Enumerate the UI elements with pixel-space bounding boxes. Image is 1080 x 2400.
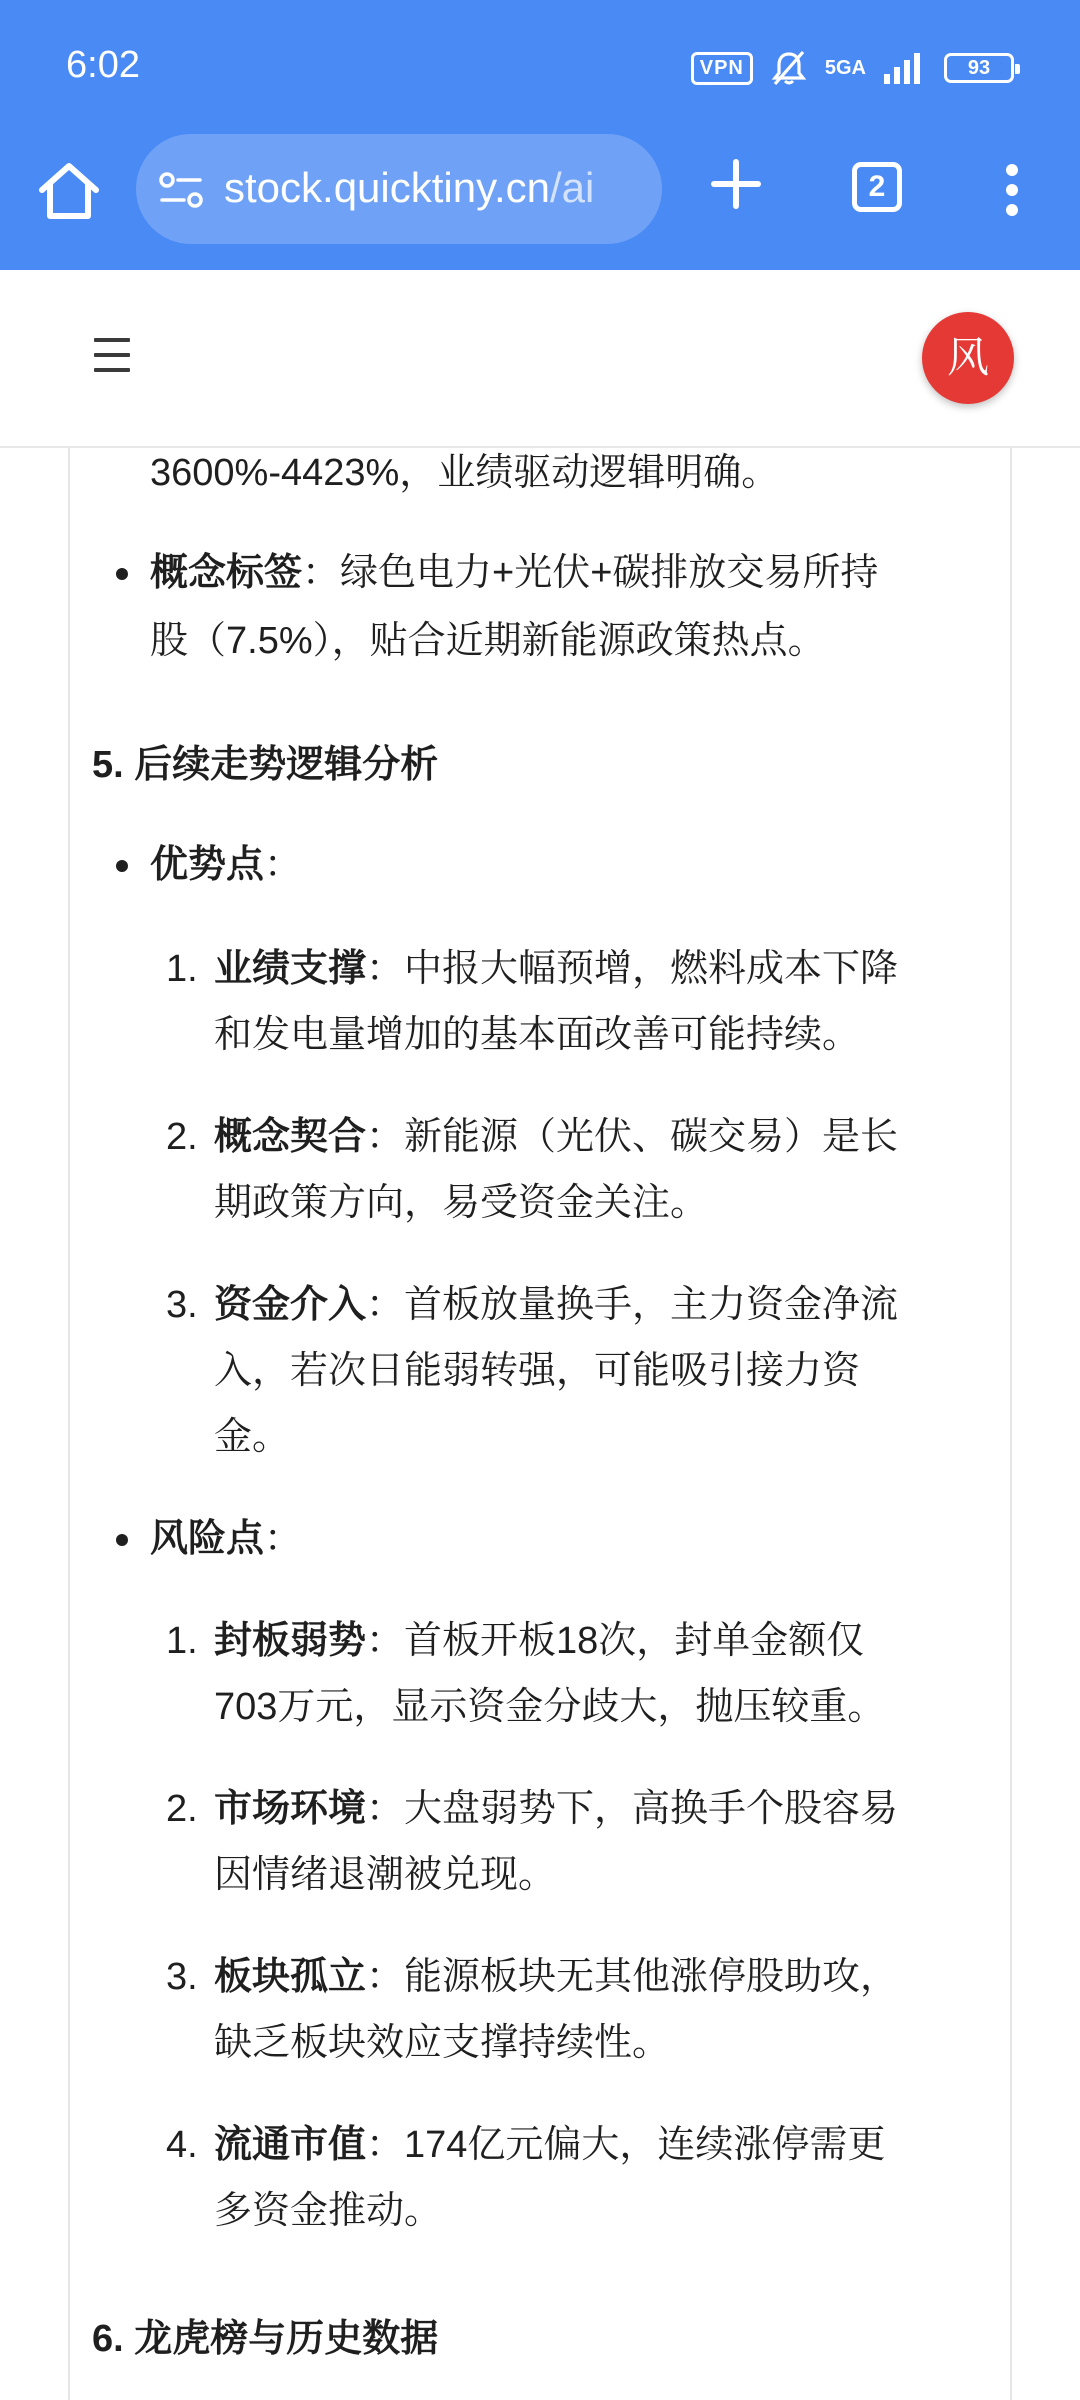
- tab-switcher-button[interactable]: 2: [852, 162, 902, 212]
- paragraph-line: 股（7.5%），贴合近期新能源政策热点。: [150, 620, 826, 662]
- more-options-icon[interactable]: [992, 160, 1032, 220]
- paragraph-line: 缺乏板块效应支撑持续性。: [214, 2022, 671, 2064]
- list-item: [150, 1506, 302, 1572]
- browser-chrome: [0, 0, 1080, 270]
- bell-muted-icon: [769, 48, 809, 88]
- bullet-icon: [116, 860, 128, 872]
- paragraph-line: 3600%-4423%，业绩驱动逻辑明确。: [150, 452, 780, 494]
- paragraph-line: 703万元，显示资金分歧大，抛压较重。: [214, 1686, 886, 1728]
- label-suffix: ：: [264, 844, 303, 886]
- avatar[interactable]: 风: [922, 312, 1014, 404]
- section-heading: 6. 龙虎榜与历史数据: [92, 2318, 439, 2360]
- home-icon[interactable]: [34, 156, 104, 226]
- url-domain: stock.quicktiny.cn: [224, 164, 551, 211]
- list-item: [150, 540, 878, 606]
- site-header: [0, 270, 1080, 448]
- paragraph-line: 期政策方向，易受资金关注。: [214, 1182, 709, 1224]
- list-number: 1.: [166, 1620, 198, 1662]
- item-label: 市场环境: [214, 1788, 367, 1830]
- bullet-icon: [116, 1534, 128, 1546]
- url-text[interactable]: [224, 164, 594, 212]
- concept-label: 概念标签: [150, 552, 303, 594]
- signal-icon: [882, 50, 928, 86]
- item-label: 业绩支撑: [214, 948, 367, 990]
- paragraph-line: 入，若次日能弱转强，可能吸引接力资: [214, 1350, 861, 1392]
- new-tab-icon[interactable]: [706, 154, 766, 214]
- list-number: 2.: [166, 1116, 198, 1158]
- item-text: ：中报大幅预增，燃料成本下降: [366, 948, 899, 990]
- item-text: ：首板开板18次，封单金额仅: [366, 1620, 865, 1662]
- paragraph-line: 金。: [214, 1416, 291, 1458]
- item-text: ：大盘弱势下，高换手个股容易: [366, 1788, 899, 1830]
- list-item: [214, 1608, 864, 1674]
- bullet-icon: [116, 568, 128, 580]
- list-number: 4.: [166, 2124, 198, 2166]
- item-text: ：新能源（光伏、碳交易）是长: [366, 1116, 899, 1158]
- vpn-icon: VPN: [691, 52, 753, 85]
- section-heading: 5. 后续走势逻辑分析: [92, 744, 439, 786]
- item-label: 流通市值: [214, 2124, 367, 2166]
- list-item: [214, 1272, 898, 1338]
- paragraph-line: 多资金推动。: [214, 2190, 443, 2232]
- list-number: 3.: [166, 1956, 198, 1998]
- status-icons: [691, 48, 1014, 88]
- battery-icon: 93: [944, 53, 1014, 83]
- item-text: ：174亿元偏大，连续涨停需更: [366, 2124, 886, 2166]
- list-item: [214, 1104, 898, 1170]
- status-time: 6:02: [66, 44, 140, 86]
- paragraph-line: 因情绪退潮被兑现。: [214, 1854, 557, 1896]
- url-path: /ai: [550, 164, 595, 211]
- item-text: ：能源板块无其他涨停股助攻，: [366, 1956, 899, 1998]
- item-label: 资金介入: [214, 1284, 367, 1326]
- list-item: [150, 832, 302, 898]
- site-settings-icon[interactable]: [158, 170, 204, 210]
- item-label: 板块孤立: [214, 1956, 367, 1998]
- risks-label: 风险点: [150, 1518, 265, 1560]
- list-number: 3.: [166, 1284, 198, 1326]
- list-number: 1.: [166, 948, 198, 990]
- list-number: 2.: [166, 1788, 198, 1830]
- paragraph-line: 和发电量增加的基本面改善可能持续。: [214, 1014, 861, 1056]
- item-label: 概念契合: [214, 1116, 367, 1158]
- item-label: 封板弱势: [214, 1620, 367, 1662]
- label-suffix: ：: [264, 1518, 303, 1560]
- advantages-label: 优势点: [150, 844, 265, 886]
- menu-icon[interactable]: [94, 338, 130, 372]
- list-item: [214, 936, 898, 1002]
- list-item: [214, 2112, 885, 2178]
- address-bar[interactable]: [136, 134, 662, 244]
- network-label: 5GA: [824, 57, 866, 79]
- list-item: [214, 1776, 898, 1842]
- list-item: [214, 1944, 898, 2010]
- item-text: ：首板放量换手，主力资金净流: [366, 1284, 899, 1326]
- concept-text: ：绿色电力+光伏+碳排放交易所持: [302, 552, 879, 594]
